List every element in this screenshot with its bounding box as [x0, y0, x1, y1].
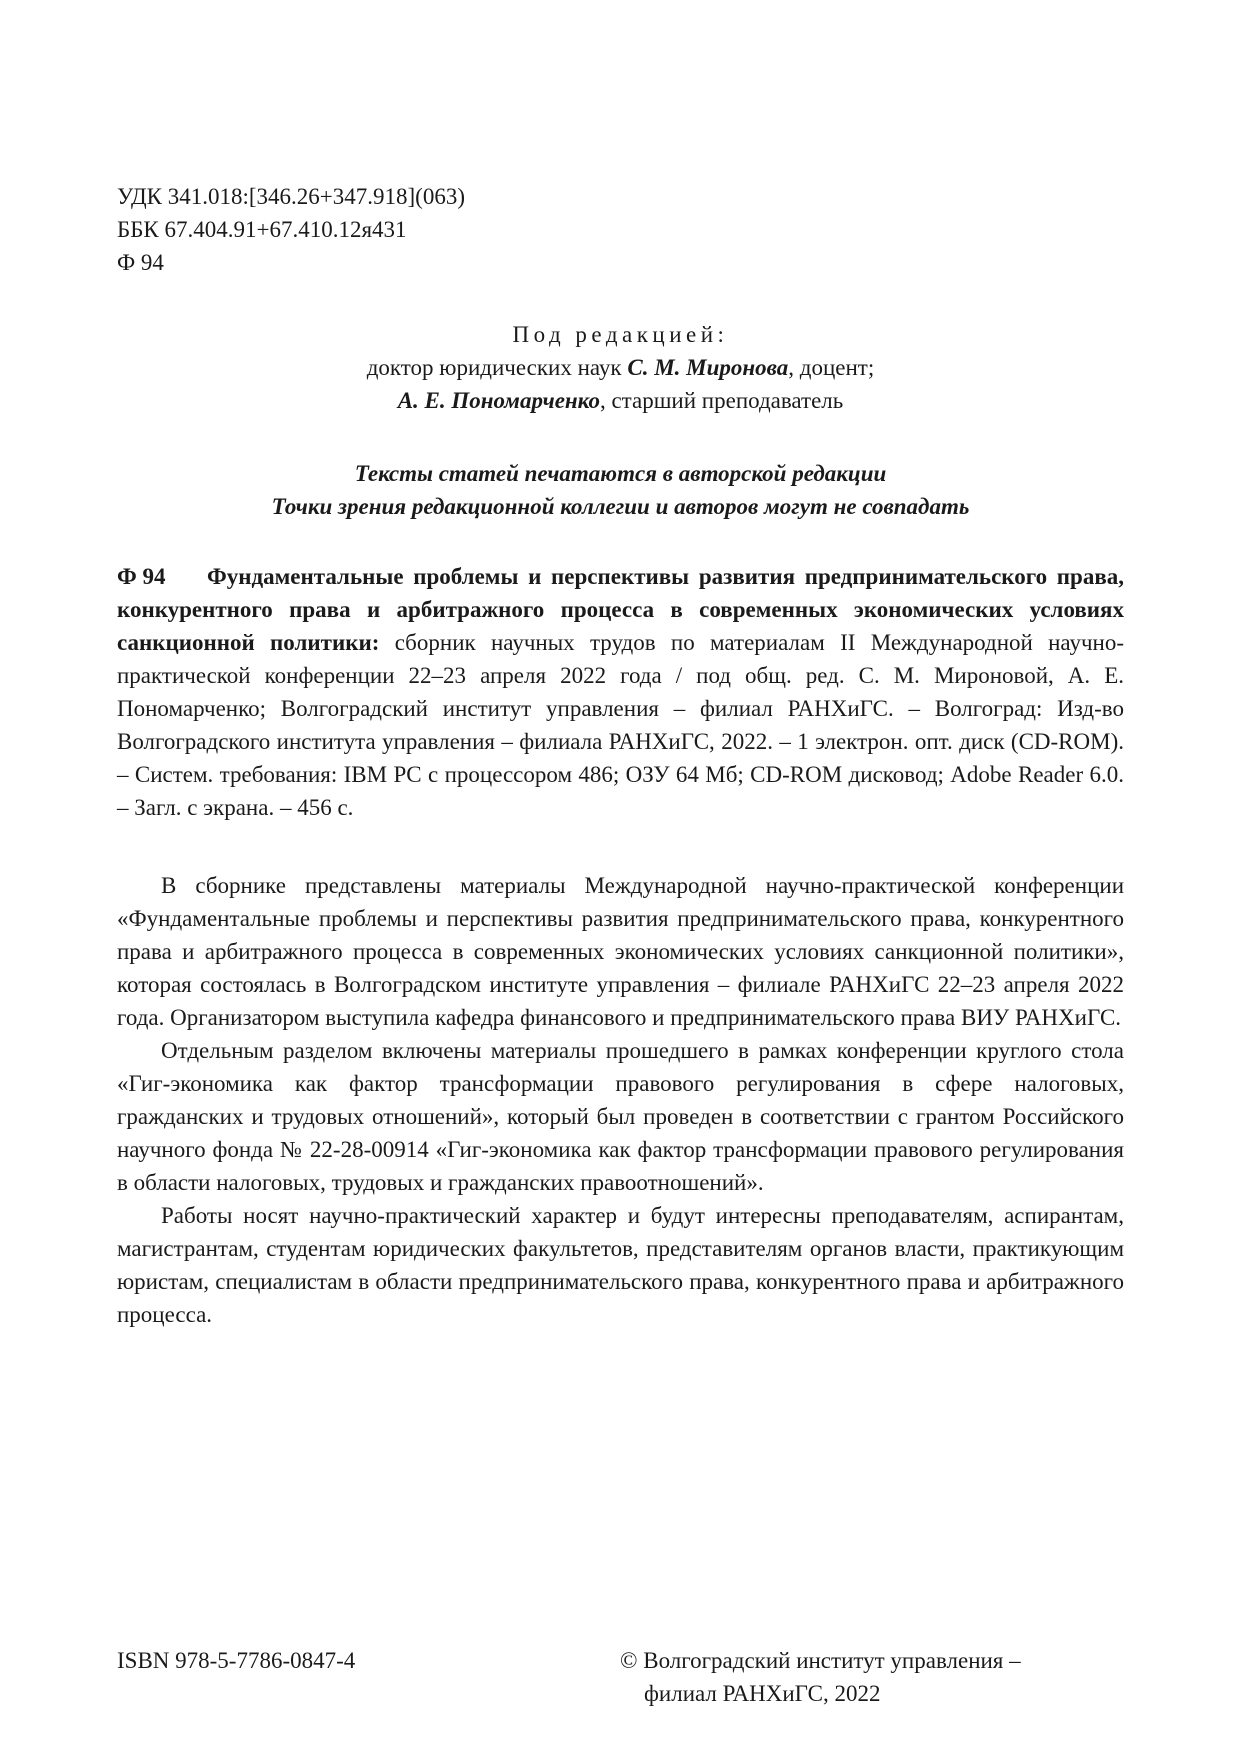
biblio-code: Ф 94 — [117, 564, 166, 589]
copyright — [620, 1644, 1140, 1710]
editorial-notice — [117, 457, 1124, 523]
editor-2-name: А. Е. Пономарченко — [397, 388, 600, 413]
bibliographic-record — [117, 560, 1124, 824]
isbn: ISBN 978-5-7786-0847-4 — [117, 1648, 356, 1673]
biblio-description: сборник научных трудов по материалам II Международной научно-практической конференции 22–23 апреля 2022 года / под общ. ред. С. М. Мироновой, А. Е. Пономарченко; Волгоградский институт управления – филиал РАНХиГС. – Волгоград: Изд-во Волгоградского института управления – филиала РАНХиГС, 2022. – 1 электрон. опт. диск (CD-ROM). – Систем. требования: IBM PC с процессором 486; ОЗУ 64 Мб; CD-ROM дисковод; Adobe Reader 6.0. – Загл. с экрана. – 456 с. — [117, 630, 1125, 820]
editors-heading: Под редакцией: — [512, 322, 729, 347]
annotation-paragraph-3: Работы носят научно-практический характер и будут интересны преподавателям, аспирантам, магистрантам, студентам юридических факультетов, представителям органов власти, практикующим юристам, специалистам в области предпринимательского права, конкурентного права и арбитражного процесса. — [117, 1203, 1124, 1327]
classification-codes — [117, 180, 717, 279]
biblio-title: Фундаментальные проблемы и перспективы развития предпринимательского права, конкурентного права и арбитражного процесса в современных экономических условиях санкционной политики: — [117, 564, 1124, 655]
editor-line-1 — [117, 351, 1124, 384]
editors-block — [117, 318, 1124, 417]
author-mark: Ф 94 — [117, 250, 164, 275]
bbk-code: ББК 67.404.91+67.410.12я431 — [117, 217, 407, 242]
copyright-line-1: © Волгоградский институт управления – — [620, 1648, 1021, 1673]
editor-1-degree: доктор юридических наук — [366, 355, 628, 380]
notice-line-2: Точки зрения редакционной коллегии и авторов могут не совпадать — [271, 494, 970, 519]
editor-1-name: С. М. Миронова — [627, 355, 789, 380]
copyright-line-2: филиал РАНХиГС, 2022 — [644, 1681, 881, 1706]
editor-1-title: , доцент; — [788, 355, 875, 380]
editor-line-2 — [117, 384, 1124, 417]
editor-2-title: , старший преподаватель — [599, 388, 844, 413]
notice-line-1: Тексты статей печатаются в авторской редакции — [354, 461, 887, 486]
annotation — [117, 869, 1124, 1331]
udk-code: УДК 341.018:[346.26+347.918](063) — [117, 184, 465, 209]
annotation-paragraph-1: В сборнике представлены материалы Международной научно-практической конференции «Фундаментальные проблемы и перспективы развития предпринимательского права, конкурентного права и арбитражного процесса в современных экономических условиях санкционной политики», которая состоялась в Волгоградском институте управления – филиале РАНХиГС 22–23 апреля 2022 года. Организатором выступила кафедра финансового и предпринимательского права ВИУ РАНХиГС. — [117, 873, 1124, 1030]
annotation-paragraph-2: Отдельным разделом включены материалы прошедшего в рамках конференции круглого стола «Гиг-экономика как фактор трансформации правового регулирования в сфере налоговых, гражданских и трудовых отношений», который был проведен в соответствии с грантом Российского научного фонда № 22-28-00914 «Гиг-экономика как фактор трансформации правового регулирования в области налоговых, трудовых и гражданских правоотношений». — [117, 1038, 1124, 1195]
